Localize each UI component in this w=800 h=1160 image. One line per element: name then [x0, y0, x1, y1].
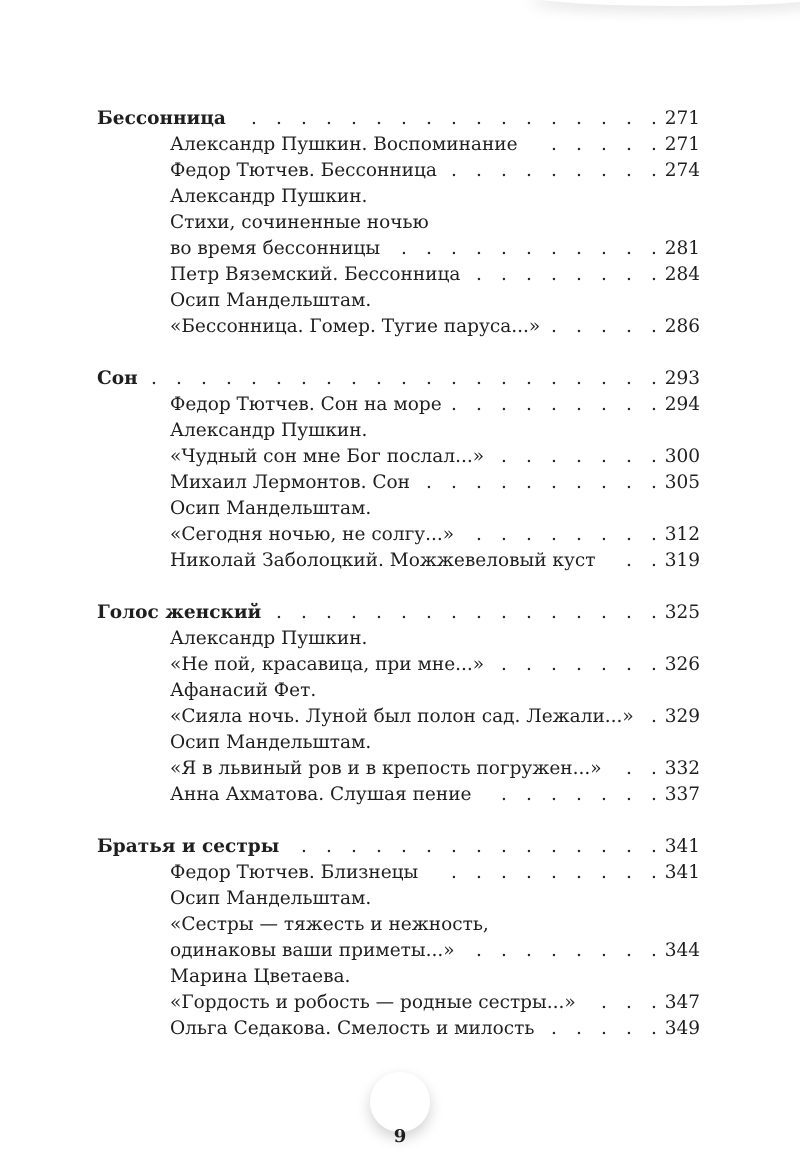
- leader-dot: .: [526, 836, 532, 857]
- leader-dot: .: [551, 940, 557, 961]
- leader-dot: .: [576, 784, 582, 805]
- toc-entry-author: [0, 496, 800, 522]
- leader-dot: .: [601, 368, 607, 389]
- leader-dot: .: [551, 316, 557, 337]
- leader-dot: .: [626, 1018, 632, 1039]
- leader-dot: .: [551, 160, 557, 181]
- entry-text: Осип Мандельштам.: [170, 498, 372, 519]
- leader-dot: .: [651, 940, 657, 961]
- leader-dot: .: [651, 394, 657, 415]
- section-heading[interactable]: [0, 834, 800, 860]
- entry-page-number: 305: [664, 472, 700, 493]
- leader-dot: .: [301, 602, 307, 623]
- entry-page-number: 341: [664, 862, 700, 883]
- section-page-number: 325: [664, 602, 700, 623]
- leader-dot: .: [376, 108, 382, 129]
- leader-dot: .: [626, 940, 632, 961]
- toc-entry[interactable]: [0, 782, 800, 808]
- entry-text: Александр Пушкин.: [170, 186, 368, 207]
- leader-dot: .: [301, 368, 307, 389]
- leader-dot: .: [501, 368, 507, 389]
- leader-dot: .: [551, 134, 557, 155]
- page-number-badge: [370, 1072, 430, 1132]
- leader-dot: .: [651, 836, 657, 857]
- entry-page-number: 300: [664, 446, 700, 467]
- toc-entry-author: [0, 184, 800, 210]
- leader-dot: .: [626, 836, 632, 857]
- leader-dot: .: [501, 862, 507, 883]
- leader-dot: .: [651, 602, 657, 623]
- leader-dot: .: [576, 238, 582, 259]
- leader-dot: .: [476, 238, 482, 259]
- leader-dot: .: [276, 108, 282, 129]
- leader-dot: .: [626, 524, 632, 545]
- section-heading[interactable]: [0, 600, 800, 626]
- entry-text: Ольга Седакова. Смелость и милость: [170, 1018, 535, 1039]
- entry-page-number: 271: [664, 134, 700, 155]
- leader-dot: .: [626, 160, 632, 181]
- leader-dot: .: [376, 836, 382, 857]
- leader-dot: .: [576, 1018, 582, 1039]
- leader-dot: .: [401, 602, 407, 623]
- leader-dot: .: [526, 446, 532, 467]
- leader-dot: .: [576, 836, 582, 857]
- leader-dot: .: [501, 264, 507, 285]
- entry-page-number: 337: [664, 784, 700, 805]
- leader-dot: .: [526, 784, 532, 805]
- leader-dot: .: [451, 602, 457, 623]
- leader-dot: .: [651, 316, 657, 337]
- entry-text: Анна Ахматова. Слушая пение: [170, 784, 472, 805]
- toc-entry-author: [0, 730, 800, 756]
- leader-dot: .: [651, 368, 657, 389]
- toc-entry-author: [0, 886, 800, 912]
- leader-dot: .: [651, 550, 657, 571]
- leader-dot: .: [551, 524, 557, 545]
- toc-entry-author: [0, 626, 800, 652]
- entry-page-number: 344: [664, 940, 700, 961]
- entry-page-number: 326: [664, 654, 700, 675]
- leader-dot: .: [526, 394, 532, 415]
- entry-text: «Не пой, красавица, при мне...»: [170, 654, 485, 675]
- leader-dot: .: [351, 836, 357, 857]
- leader-dot: .: [401, 836, 407, 857]
- entry-text: одинаковы ваши приметы...»: [170, 940, 455, 961]
- entry-text: «Сияла ночь. Луной был полон сад. Лежали...»: [170, 706, 634, 727]
- leader-dot: .: [601, 1018, 607, 1039]
- toc-entry-author: [0, 418, 800, 444]
- leader-dot: .: [576, 602, 582, 623]
- leader-dot: .: [526, 472, 532, 493]
- leader-dot: .: [501, 394, 507, 415]
- leader-dot: .: [551, 862, 557, 883]
- toc-entry[interactable]: [0, 132, 800, 158]
- leader-dot: .: [576, 862, 582, 883]
- leader-dot: .: [626, 446, 632, 467]
- leader-dot: .: [476, 524, 482, 545]
- toc-entry[interactable]: [0, 756, 800, 782]
- entry-text: «Сегодня ночью, не солгу...»: [170, 524, 455, 545]
- toc-entry[interactable]: [0, 158, 800, 184]
- leader-dot: .: [476, 160, 482, 181]
- leader-dot: .: [576, 134, 582, 155]
- page-corner-shadow: [530, 0, 800, 6]
- leader-dot: .: [476, 836, 482, 857]
- entry-page-number: 319: [664, 550, 700, 571]
- leader-dot: .: [551, 784, 557, 805]
- leader-dot: .: [151, 368, 157, 389]
- leader-dot: .: [451, 394, 457, 415]
- leader-dot: .: [301, 836, 307, 857]
- section-page-number: 341: [664, 836, 700, 857]
- leader-dot: .: [551, 1018, 557, 1039]
- toc-entry[interactable]: [0, 938, 800, 964]
- entry-page-number: 281: [664, 238, 700, 259]
- entry-page-number: 347: [664, 992, 700, 1013]
- toc-entry[interactable]: [0, 704, 800, 730]
- leader-dot: .: [576, 472, 582, 493]
- leader-dot: .: [651, 784, 657, 805]
- leader-dot: .: [651, 238, 657, 259]
- leader-dot: .: [651, 108, 657, 129]
- entry-text: Осип Мандельштам.: [170, 732, 372, 753]
- leader-dot: .: [501, 654, 507, 675]
- leader-dot: .: [601, 446, 607, 467]
- toc-entry-author: [0, 210, 800, 236]
- leader-dot: .: [501, 108, 507, 129]
- entry-text: Стихи, сочиненные ночью: [170, 212, 429, 233]
- leader-dot: .: [551, 654, 557, 675]
- leader-dot: .: [601, 784, 607, 805]
- entry-text: «Бессонница. Гомер. Тугие паруса...»: [170, 316, 541, 337]
- section-gap: [0, 574, 800, 600]
- leader-dot: .: [526, 602, 532, 623]
- toc-entry[interactable]: [0, 392, 800, 418]
- leader-dot: .: [326, 368, 332, 389]
- leader-dot: .: [401, 238, 407, 259]
- leader-dot: .: [526, 524, 532, 545]
- leader-dot: .: [451, 836, 457, 857]
- entry-text: Николай Заболоцкий. Можжевеловый куст: [170, 550, 596, 571]
- leader-dot: .: [426, 108, 432, 129]
- section-heading[interactable]: [0, 106, 800, 132]
- section-title: Братья и сестры: [97, 836, 280, 857]
- leader-dot: .: [651, 758, 657, 779]
- toc-entry[interactable]: [0, 236, 800, 262]
- leader-dot: .: [426, 238, 432, 259]
- leader-dot: .: [526, 862, 532, 883]
- toc-entry-author: [0, 678, 800, 704]
- leader-dot: .: [476, 472, 482, 493]
- leader-dot: .: [651, 524, 657, 545]
- leader-dot: .: [601, 394, 607, 415]
- leader-dot: .: [526, 940, 532, 961]
- entry-text: Александр Пушкин.: [170, 628, 368, 649]
- toc-entry[interactable]: [0, 444, 800, 470]
- leader-dot: .: [276, 602, 282, 623]
- leader-dot: .: [626, 108, 632, 129]
- toc-entry[interactable]: [0, 522, 800, 548]
- leader-dot: .: [651, 1018, 657, 1039]
- section-gap: [0, 340, 800, 366]
- toc-entry-author: [0, 912, 800, 938]
- leader-dot: .: [476, 264, 482, 285]
- leader-dot: .: [451, 238, 457, 259]
- entry-text: «Я в львиный ров и в крепость погружен...»: [170, 758, 602, 779]
- leader-dot: .: [526, 654, 532, 675]
- leader-dot: .: [576, 394, 582, 415]
- leader-dot: .: [551, 472, 557, 493]
- leader-dot: .: [601, 992, 607, 1013]
- leader-dot: .: [626, 368, 632, 389]
- page-number: 9: [393, 1126, 407, 1147]
- leader-dot: .: [376, 602, 382, 623]
- entry-page-number: 284: [664, 264, 700, 285]
- toc-entry[interactable]: [0, 470, 800, 496]
- leader-dot: .: [626, 602, 632, 623]
- leader-dot: .: [501, 160, 507, 181]
- leader-dot: .: [326, 836, 332, 857]
- leader-dot: .: [576, 108, 582, 129]
- leader-dot: .: [426, 368, 432, 389]
- leader-dot: .: [501, 602, 507, 623]
- leader-dot: .: [576, 160, 582, 181]
- entry-text: Петр Вяземский. Бессонница: [170, 264, 461, 285]
- section-page-number: 271: [664, 108, 700, 129]
- entry-text: Федор Тютчев. Сон на море: [170, 394, 442, 415]
- leader-dot: .: [601, 836, 607, 857]
- leader-dot: .: [376, 368, 382, 389]
- leader-dot: .: [601, 472, 607, 493]
- toc-entry[interactable]: [0, 314, 800, 340]
- section-title: Голос женский: [97, 602, 262, 623]
- leader-dot: .: [601, 264, 607, 285]
- leader-dot: .: [551, 602, 557, 623]
- leader-dot: .: [476, 862, 482, 883]
- leader-dot: .: [651, 446, 657, 467]
- leader-dot: .: [601, 238, 607, 259]
- toc-entry[interactable]: [0, 860, 800, 886]
- entry-text: Осип Мандельштам.: [170, 888, 372, 909]
- entry-text: «Гордость и робость — родные сестры...»: [170, 992, 576, 1013]
- leader-dot: .: [601, 134, 607, 155]
- leader-dot: .: [651, 992, 657, 1013]
- leader-dot: .: [626, 238, 632, 259]
- leader-dot: .: [576, 368, 582, 389]
- leader-dot: .: [201, 368, 207, 389]
- toc-entry-author: [0, 964, 800, 990]
- leader-dot: .: [626, 550, 632, 571]
- toc-entry[interactable]: [0, 548, 800, 574]
- leader-dot: .: [626, 316, 632, 337]
- leader-dot: .: [551, 836, 557, 857]
- leader-dot: .: [551, 108, 557, 129]
- entry-text: «Чудный сон мне Бог послал...»: [170, 446, 485, 467]
- leader-dot: .: [426, 836, 432, 857]
- leader-dot: .: [476, 602, 482, 623]
- leader-dot: .: [651, 654, 657, 675]
- leader-dot: .: [651, 706, 657, 727]
- section-title: Бессонница: [97, 108, 226, 129]
- leader-dot: .: [526, 238, 532, 259]
- leader-dot: .: [451, 160, 457, 181]
- section-heading[interactable]: [0, 366, 800, 392]
- leader-dot: .: [501, 446, 507, 467]
- leader-dot: .: [526, 160, 532, 181]
- entry-text: Осип Мандельштам.: [170, 290, 372, 311]
- entry-page-number: 329: [664, 706, 700, 727]
- leader-dot: .: [476, 394, 482, 415]
- table-of-contents: [0, 106, 800, 1042]
- leader-dot: .: [551, 368, 557, 389]
- entry-text: Афанасий Фет.: [170, 680, 317, 701]
- leader-dot: .: [251, 108, 257, 129]
- leader-dot: .: [351, 368, 357, 389]
- leader-dot: .: [626, 654, 632, 675]
- entry-page-number: 274: [664, 160, 700, 181]
- leader-dot: .: [501, 238, 507, 259]
- section-gap: [0, 808, 800, 834]
- entry-text: «Сестры — тяжесть и нежность,: [170, 914, 489, 935]
- leader-dot: .: [601, 940, 607, 961]
- leader-dot: .: [651, 134, 657, 155]
- leader-dot: .: [526, 368, 532, 389]
- leader-dot: .: [626, 758, 632, 779]
- leader-dot: .: [251, 368, 257, 389]
- leader-dot: .: [326, 108, 332, 129]
- leader-dot: .: [651, 264, 657, 285]
- section-title: Сон: [97, 368, 138, 389]
- leader-dot: .: [626, 784, 632, 805]
- entry-page-number: 349: [664, 1018, 700, 1039]
- leader-dot: .: [651, 472, 657, 493]
- leader-dot: .: [576, 446, 582, 467]
- leader-dot: .: [451, 472, 457, 493]
- leader-dot: .: [426, 472, 432, 493]
- entry-text: Александр Пушкин. Воспоминание: [170, 134, 518, 155]
- entry-text: Александр Пушкин.: [170, 420, 368, 441]
- leader-dot: .: [526, 108, 532, 129]
- leader-dot: .: [301, 108, 307, 129]
- leader-dot: .: [601, 160, 607, 181]
- leader-dot: .: [601, 108, 607, 129]
- leader-dot: .: [326, 602, 332, 623]
- entry-text: Марина Цветаева.: [170, 966, 351, 987]
- leader-dot: .: [451, 108, 457, 129]
- leader-dot: .: [451, 368, 457, 389]
- toc-entry[interactable]: [0, 652, 800, 678]
- toc-entry[interactable]: [0, 1016, 800, 1042]
- leader-dot: .: [501, 472, 507, 493]
- leader-dot: .: [526, 264, 532, 285]
- leader-dot: .: [401, 108, 407, 129]
- entry-page-number: 312: [664, 524, 700, 545]
- leader-dot: .: [626, 394, 632, 415]
- leader-dot: .: [176, 368, 182, 389]
- entry-page-number: 332: [664, 758, 700, 779]
- leader-dot: .: [626, 992, 632, 1013]
- leader-dot: .: [576, 264, 582, 285]
- toc-entry-author: [0, 288, 800, 314]
- leader-dot: .: [551, 264, 557, 285]
- leader-dot: .: [626, 472, 632, 493]
- entry-text: во время бессонницы: [170, 238, 381, 259]
- leader-dot: .: [651, 862, 657, 883]
- entry-text: Михаил Лермонтов. Сон: [170, 472, 410, 493]
- leader-dot: .: [351, 108, 357, 129]
- leader-dot: .: [576, 654, 582, 675]
- leader-dot: .: [501, 524, 507, 545]
- entry-text: Федор Тютчев. Близнецы: [170, 862, 419, 883]
- leader-dot: .: [226, 368, 232, 389]
- leader-dot: .: [501, 836, 507, 857]
- leader-dot: .: [601, 602, 607, 623]
- leader-dot: .: [626, 264, 632, 285]
- leader-dot: .: [551, 394, 557, 415]
- leader-dot: .: [401, 368, 407, 389]
- leader-dot: .: [576, 316, 582, 337]
- entry-page-number: 294: [664, 394, 700, 415]
- section-page-number: 293: [664, 368, 700, 389]
- leader-dot: .: [626, 862, 632, 883]
- leader-dot: .: [651, 160, 657, 181]
- toc-entry[interactable]: [0, 262, 800, 288]
- entry-text: Федор Тютчев. Бессонница: [170, 160, 437, 181]
- leader-dot: .: [426, 602, 432, 623]
- leader-dot: .: [601, 316, 607, 337]
- leader-dot: .: [551, 446, 557, 467]
- toc-entry[interactable]: [0, 990, 800, 1016]
- leader-dot: .: [476, 368, 482, 389]
- leader-dot: .: [276, 368, 282, 389]
- leader-dot: .: [551, 238, 557, 259]
- leader-dot: .: [601, 524, 607, 545]
- leader-dot: .: [576, 940, 582, 961]
- leader-dot: .: [501, 940, 507, 961]
- entry-page-number: 286: [664, 316, 700, 337]
- leader-dot: .: [451, 862, 457, 883]
- leader-dot: .: [476, 108, 482, 129]
- leader-dot: .: [476, 940, 482, 961]
- leader-dot: .: [576, 524, 582, 545]
- leader-dot: .: [601, 654, 607, 675]
- leader-dot: .: [601, 862, 607, 883]
- leader-dot: .: [351, 602, 357, 623]
- leader-dot: .: [501, 784, 507, 805]
- leader-dot: .: [626, 134, 632, 155]
